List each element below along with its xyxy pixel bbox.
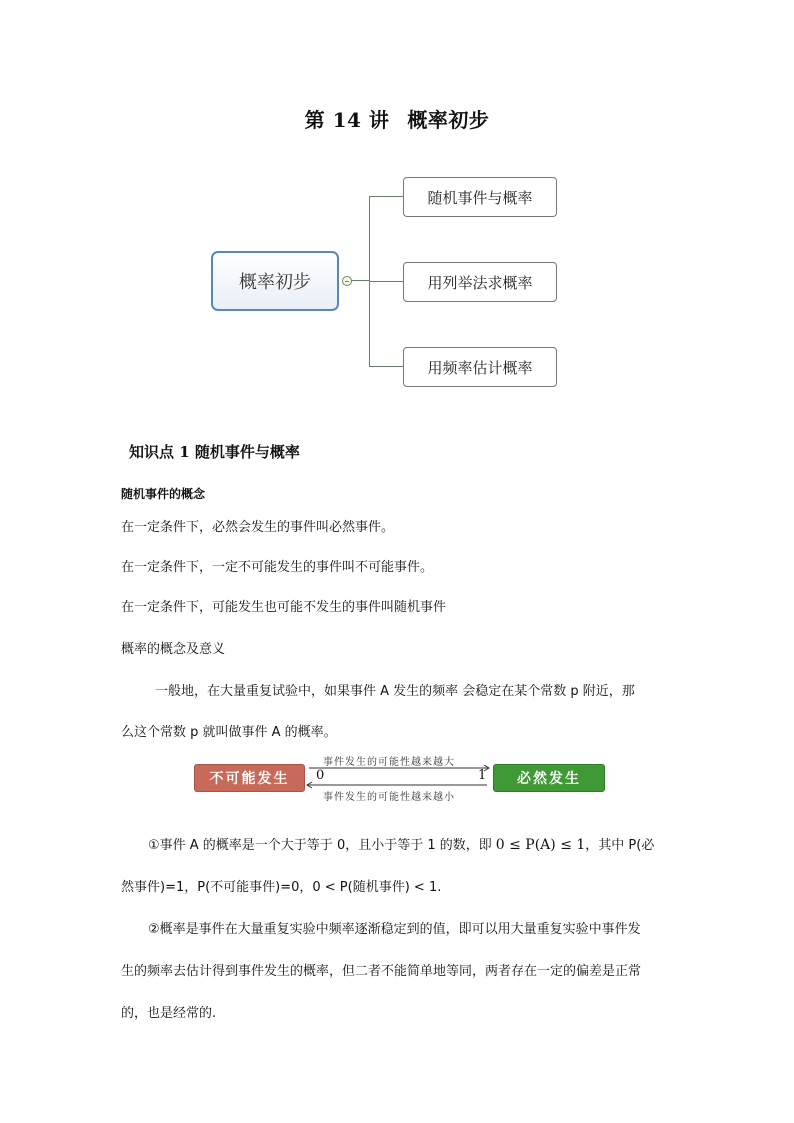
probability-definition-line-2: 么这个常数 p 就叫做事件 A 的概率。 (121, 725, 337, 740)
lesson-number: 第 14 讲 (304, 108, 390, 132)
mindmap-branch-3 (369, 366, 403, 367)
note-2-line-3: 的，也是经常的. (121, 1006, 217, 1021)
scale-arrows (303, 765, 493, 789)
mindmap-branch-1 (369, 196, 403, 197)
note-1-text-b: ，其中 P(必 (585, 838, 655, 853)
note-2-line-1: ②概率是事件在大量重复实验中频率逐渐稳定到的值，即可以用大量重复实验中事件发 (148, 922, 641, 937)
probability-range-formula: 0 ≤ P(A) ≤ 1 (495, 837, 586, 853)
definition-impossible-event: 在一定条件下，一定不可能发生的事件叫不可能事件。 (121, 560, 434, 575)
section-heading: 知识点 1 随机事件与概率 (129, 443, 300, 461)
note-2-line-2: 生的频率去估计得到事件发生的概率，但二者不能简单地等同，两者存在一定的偏差是正常 (121, 964, 642, 979)
mindmap-branch-2 (369, 281, 403, 282)
mindmap-node-frequency: 用频率估计概率 (403, 347, 557, 387)
definition-certain-event: 在一定条件下，必然会发生的事件叫必然事件。 (121, 520, 395, 535)
mindmap-node-enumeration: 用列举法求概率 (403, 262, 557, 302)
impossible-label: 不可能发生 (194, 764, 305, 792)
note-1-text-a: ①事件 A 的概率是一个大于等于 0，且小于等于 1 的数，即 (148, 838, 492, 853)
lesson-topic: 概率初步 (407, 108, 490, 132)
subheading-random-events: 随机事件的概念 (121, 487, 206, 501)
page-title (0, 104, 794, 133)
probability-definition-line-1: 一般地，在大量重复试验中，如果事件 A 发生的频率 会稳定在某个常数 p 附近，那 (155, 684, 635, 699)
mindmap-root-node: 概率初步 (211, 251, 339, 311)
certain-label: 必然发生 (493, 764, 605, 792)
definition-random-event: 在一定条件下，可能发生也可能不发生的事件叫随机事件 (121, 600, 447, 615)
note-1-line-1 (148, 834, 654, 853)
mindmap-node-random-events: 随机事件与概率 (403, 177, 557, 217)
scale-max: 1 (478, 768, 487, 783)
scale-bottom-text: 事件发生的可能性越来越小 (323, 792, 455, 803)
collapse-toggle-icon (342, 276, 352, 286)
scale-min: 0 (316, 768, 325, 783)
scale-top-text: 事件发生的可能性越来越大 (323, 757, 455, 768)
subheading-probability: 概率的概念及意义 (121, 642, 226, 657)
note-1-line-2: 然事件)=1，P(不可能事件)=0，0 < P(随机事件) < 1. (121, 880, 442, 895)
